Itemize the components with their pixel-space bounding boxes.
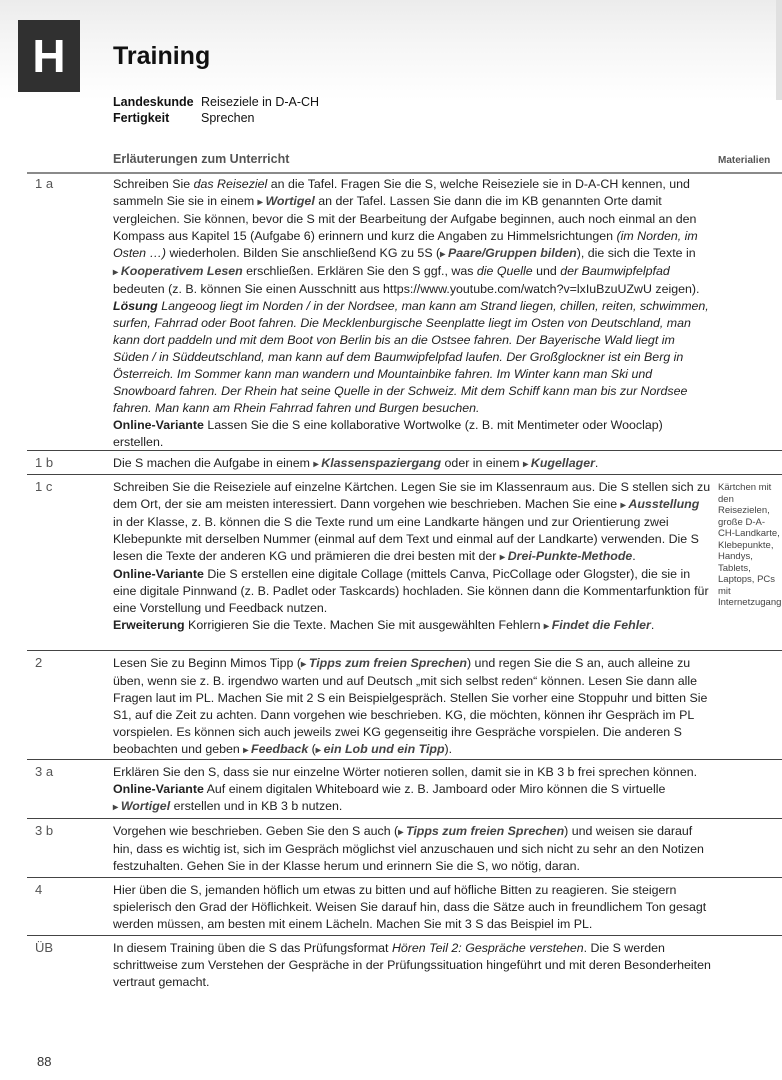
task-number: 1 c [35,479,53,494]
meta-value: Reiseziele in D-A-CH [201,95,320,109]
method-ref: ▸ ein Lob und ein Tipp [316,742,445,756]
row-divider [27,877,782,878]
task-number: 3 a [35,764,54,779]
column-header-materials: Materialien [718,155,771,166]
method-ref: ▸ Wortigel [113,799,170,813]
task-2-text: Lesen Sie zu Beginn Mimos Tipp (▸ Tipps zum freien Sprechen) und regen Sie die S an, auch alleine zu üben, wenn sie z. B. irgendwo warten und auf Deutsch „mit sich selbst reden“ können. Lesen Sie dann alle Fragen laut im PL. Machen Sie mit 2 S ein Beispielgespräch. Stellen Sie vorher eine Stoppuhr und bitten Sie S1, auf die Zeit zu achten. Dann vorgehen wie beschrieben. KG, die möchten, können ihr Gespräch im PL vorspielen. Es können sich auch jeweils zwei KG gegenseitig ihre Gespräche vorspielen. Die anderen S beobachten und geben ▸ Feedback (▸ ein Lob und ein Tipp). [113,655,711,759]
meta-landeskunde [113,95,319,109]
row-divider [27,818,782,819]
task-1c-text: Schreiben Sie die Reiseziele auf einzelne Kärtchen. Legen Sie sie im Klassenraum aus. Die S stellen sich zu dem Ort, der sie am meisten interessiert. Dann vorgehen wie beschrieben. Machen Sie eine ▸ Ausstellung in der Klasse, z. B. können die S die Texte rund um eine Landkarte hängen und zur Orientierung zwei Klebepunkte mit derselben Nummer (einmal auf dem Text und einmal auf der Landkarte) verwenden. Die S lesen die Texte der anderen KG und prämieren die drei besten mit der ▸ Drei-Punkte-Methode. Online-Variante Die S erstellen eine digitale Collage (mittels Canva, PicCollage oder Glogster), die sie in eine digitale Pinnwand (z. B. Padlet oder Taskcards) hochladen. Sie können dann die Kommentarfunktion für eine Vorstellung und Feedback nutzen. Erweiterung Korrigieren Sie die Texte. Machen Sie mit ausgewählten Fehlern ▸ Findet die Fehler. [113,479,711,635]
method-ref: ▸ Feedback [243,742,308,756]
row-divider [27,935,782,936]
method-ref: ▸ Kooperativem Lesen [113,264,243,278]
task-number: 1 a [35,176,54,191]
task-number: ÜB [35,940,54,955]
column-header-main: Erläuterungen zum Unterricht [113,152,290,166]
chapter-badge: H [18,20,80,92]
task-number: 3 b [35,823,54,838]
task-1b-text: Die S machen die Aufgabe in einem ▸ Klassenspaziergang oder in einem ▸ Kugellager. [113,455,711,473]
method-ref: ▸ Kugellager [523,456,595,470]
online-variant-label: Online-Variante [113,782,204,796]
row-divider [27,474,782,475]
task-3b-text: Vorgehen wie beschrieben. Geben Sie den S auch (▸ Tipps zum freien Sprechen) und weisen sie darauf hin, dass es wichtig ist, sich im Gespräch möglichst viel anzuschauen und sich nicht zu sehr an den Notizen festzuhalten. Gehen Sie in der Klasse herum und erinnern Sie die S, wo nötig, daran. [113,823,711,875]
page-number: 88 [37,1054,52,1069]
method-ref: ▸ Drei-Punkte-Methode [500,549,632,563]
method-ref: ▸ Findet die Fehler [544,618,651,632]
materials-note: Kärtchen mit den Reisezielen, große D-A-CH-Landkarte, Klebepunkte, Handys, Tablets, Laptops, PCs mit Internetzugang [718,482,782,608]
row-divider [27,759,782,760]
method-ref: ▸ Paare/Gruppen bilden [440,246,577,260]
method-ref: ▸ Tipps zum freien Sprechen [301,656,467,670]
extension-label: Erweiterung [113,618,185,632]
method-ref: ▸ Klassenspaziergang [313,456,441,470]
meta-label: Landeskunde [113,95,194,109]
method-ref: ▸ Wortigel [258,194,315,208]
meta-value: Sprechen [201,111,255,125]
page-edge [776,0,782,100]
page-title: Training [113,42,211,70]
task-1a-text: Schreiben Sie das Reiseziel an die Tafel. Fragen Sie die S, welche Reiseziele sie in D-A-CH kennen, und sammeln Sie sie in einem ▸ Wortigel an der Tafel. Lassen Sie dann die im KB genannten Orte damit vergleichen. Sie können, bevor die S mit der Bearbeitung der Aufgabe beginnen, auch noch einmal an den Kompass aus Kapitel 15 (Aufgabe 6) erinnern und kurz die Angaben zu Himmelsrichtungen (im Norden, im Osten …) wiederholen. Bilden Sie anschließend KG zu 5S (▸ Paare/Gruppen bilden), die sich die Texte in ▸ Kooperativem Lesen erschließen. Erklären Sie den S ggf., was die Quelle und der Baumwipfelpfad bedeuten (z. B. können Sie einen Ausschnitt aus https://www.youtube.com/watch?v=lxIuBzuUZwU zeigen). Lösung Langeoog liegt im Norden / in der Nordsee, man kann am Strand liegen, chillen, reiten, schwimmen, surfen, Fahrrad oder Boot fahren. Die Mecklenburgische Seenplatte liegt im Osten von Deutschland, man kann dort paddeln und mit dem Boot von Berlin bis an die Ostsee fahren. Der Bayerische Wald liegt im Süden / in Süddeutschland, man kann auf dem Baumwipfelpfad laufen. Der Großglockner ist ein Berg in Österreich. Im Sommer kann man wandern und Mountainbike fahren. Im Winter kann man Ski und Snowboard fahren. Der Rhein hat seine Quelle in der Schweiz. Mit dem Schiff kann man bis zur Nordsee fahren. Man kann am Rhein Fahrrad fahren und Burgen besuchen. Online-Variante Lassen Sie die S eine kollaborative Wortwolke (z. B. mit Mentimeter oder Wooclap) erstellen. [113,176,711,451]
task-3a-text: Erklären Sie den S, dass sie nur einzelne Wörter notieren sollen, damit sie in KB 3 b frei sprechen können. Online-Variante Auf einem digitalen Whiteboard wie z. B. Jamboard oder Miro können die S virtuelle ▸ Wortigel erstellen und in KB 3 b nutzen. [113,764,711,816]
task-number: 2 [35,655,43,670]
task-4-text: Hier üben die S, jemanden höflich um etwas zu bitten und auf höfliche Bitten zu reagieren. Sie steigern spielerisch den Grad der Höflichkeit. Weisen Sie darauf hin, dass die Sätze auch in freundlichem Ton gesagt werden müssen, am besten mit einem Lächeln. Machen Sie mit 3 S das Beispiel im PL. [113,883,707,931]
meta-label: Fertigkeit [113,111,170,125]
task-number: 4 [35,882,43,897]
online-variant-label: Online-Variante [113,418,204,432]
task-number: 1 b [35,455,54,470]
row-divider [27,172,782,174]
method-ref: ▸ Tipps zum freien Sprechen [398,824,564,838]
online-variant-label: Online-Variante [113,567,204,581]
meta-fertigkeit [113,111,255,125]
row-divider [27,650,782,651]
solution-label: Lösung [113,299,158,313]
task-ub-text: In diesem Training üben die S das Prüfungsformat Hören Teil 2: Gespräche verstehen. Die S werden schrittweise zum Verstehen der Gespräche in der Prüfungssituation hingeführt und mit deren Besonderheiten vertraut gemacht. [113,941,711,989]
method-ref: ▸ Ausstellung [621,497,700,511]
